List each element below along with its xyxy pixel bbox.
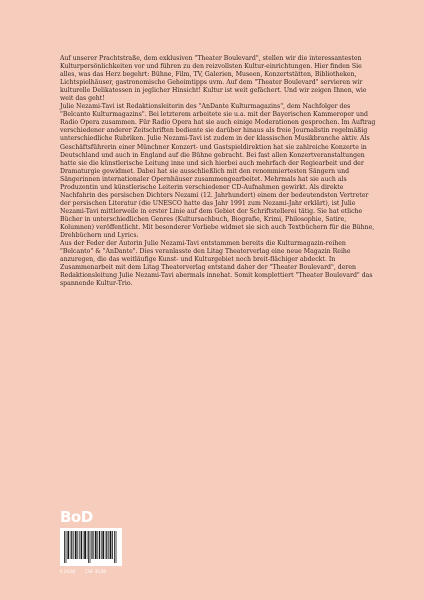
barcode-graphic <box>60 528 122 566</box>
isbn-barcode <box>60 528 122 574</box>
isbn-number: 9 783755 760191 <box>60 562 99 567</box>
price-row <box>60 569 124 574</box>
bod-publisher-logo: BoD <box>60 508 93 526</box>
blurb-paragraph-author-bio: Julie Nezami-Tavi ist Redaktionsleiterin des "AnDante Kulturmagazins", dem Nachfolger des "Belcanto Kulturmagazins". Bei letzterem arbeitete sie u.a. mit der Bayerischen Kammeroper und Radio Opera zusammen. Für Radio Opera hat sie auch einige Moderationen gesprochen. Im Auftrag verschiedener anderer Zeitschriften bediente sie darüber hinaus als freie Journalistin regelmäßig unterschiedliche Rubriken. Julie Nezami-Tavi ist zudem in der klassischen Musikbranche aktiv. Als Geschäftsführerin einer Münchner Konzert- und Gastspieldirektion hat sie zahlreiche Konzerte in Deutschland und auch in England auf die Bühne gebracht. Bei fast allen Konzertveranstaltungen hatte sie die künstlerische Leitung inne und sich hierbei auch mehrfach der Regiearbeit und der Dramaturgie gewidmet. Dabei hat sie ausschließlich mit den renommiertesten Sängern und Sängerinnen internationaler Opernhäuser zusammengearbeitet. Mehrmals hat sie auch als Produzentin und künstlerische Leiterin verschiedener CD-Aufnahmen gewirkt. Als direkte Nachfahrin des persischen Dichters Nezami (12. Jahrhundert) einem der bedeutendsten Vertreter der persischen Literatur (die UNESCO hatte das Jahr 1991 zum Nezami-Jahr erklärt), ist Julie Nezami-Tavi mittlerweile in erster Linie auf dem Gebiet der Schriftstellerei tätig. Sie hat etliche Bücher in unterschiedlichen Genres (Kultursachbuch, Biografie, Krimi, Philosophie, Satire, Kolumnen) veröffentlicht. Mit besonderer Vorliebe widmet sie sich auch Textbüchern für die Bühne, Drehbüchern und Lyrics. <box>60 103 376 240</box>
price-chf: CHF 35,90 <box>85 569 107 574</box>
blurb-paragraph-intro: Auf unserer Prachtstraße, dem exklusiven "Theater Boulevard", stellen wir die interessantesten Kulturpersönlichkeiten vor und führen zu den reizvollsten Kultur-einrichtungen. Hier finden Sie alles, was das Herz begehrt: Bühne, Film, TV, Galerien, Museen, Konzertstätten, Bibliotheken, Lichtspielhäuser, gastronomische Geheimtipps uvm. Auf dem "Theater Boulevard" servieren wir kulturelle Delikatessen in jeglicher Hinsicht! Kultur ist weit gefächert. Und wir zeigen Ihnen, wie weit das geht! <box>60 55 367 103</box>
blurb-paragraph-series: Aus der Feder der Autorin Julie Nezami-Tavi entstammen bereits die Kulturmagazin-reihen "Belcanto" & "AnDante". Dies veranlasste den Litag Theaterverlag eine neue Magazin Reihe anzuregen, die das weitläufige Kunst- und Kulturgebiet noch breit-flächiger abdeckt. In Zusammenarbeit mit dem Litag Theaterverlag entstand daher der "Theater Boulevard", deren Redaktionsleitung Julie Nezami-Tavi abermals innehat. Somit komplettiert "Theater Boulevard" das spannende Kultur-Trio. <box>60 240 373 288</box>
back-cover-blurb <box>60 55 376 288</box>
price-eur: € 24,90 <box>60 569 76 574</box>
